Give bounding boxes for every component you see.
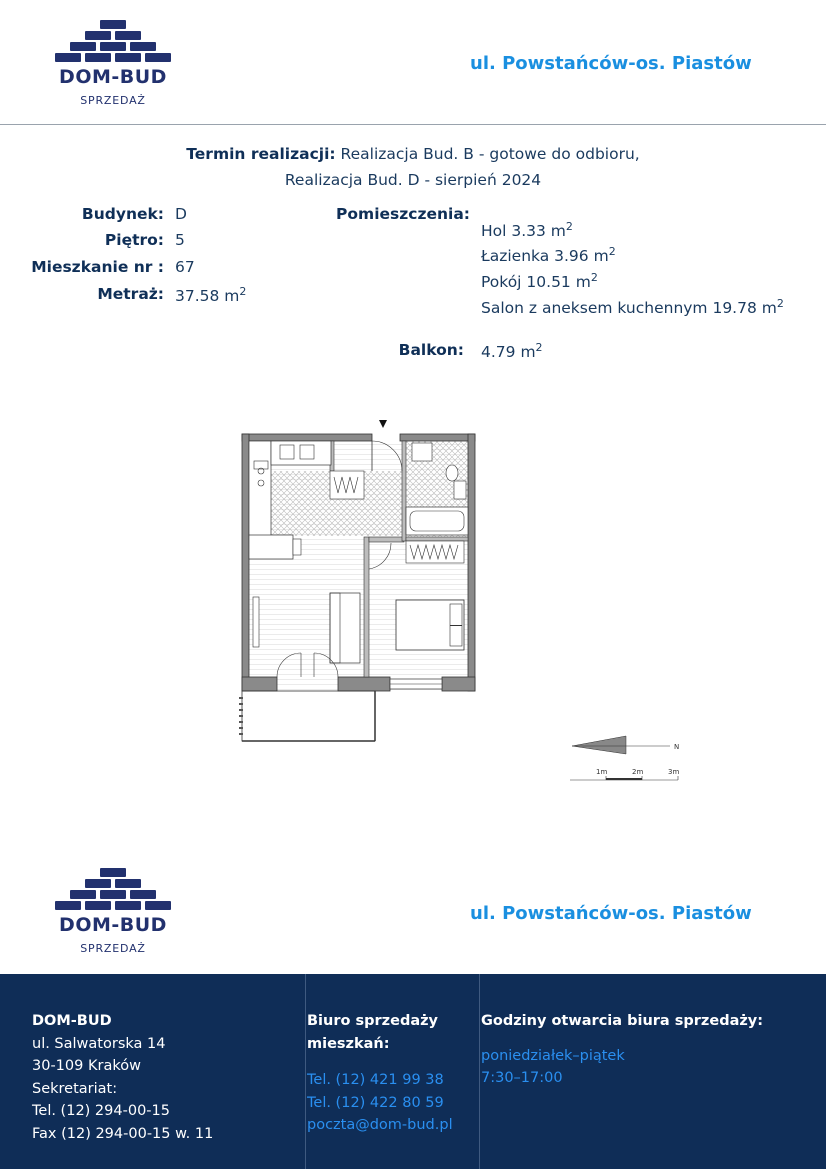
logo-subtitle: SPRZEDAŻ [80,94,146,107]
apartment-label: Mieszkanie nr : [31,258,164,276]
room-item [481,297,784,317]
sales-email-link[interactable]: poczta@dom-bud.pl [307,1117,453,1133]
room-pokoj: Pokój 10.51 m [481,273,591,291]
room-salon: Salon z aneksem kuchennym 19.78 m [481,299,777,317]
bricks-logo-icon [48,866,178,912]
room-lazienka: Łazienka 3.96 m [481,247,609,265]
logo-brand: DOM-BUD [59,66,167,88]
header-divider [0,124,826,125]
room-hol: Hol 3.33 m [481,222,566,240]
footer-sales [307,1010,453,1137]
footer [0,974,826,1169]
logo-bottom [48,866,178,955]
scale-bar [570,735,690,785]
balcony-value [481,341,543,361]
logo [48,18,178,107]
company-name: DOM-BUD [32,1013,112,1029]
room-sup: 2 [590,271,598,284]
company-street: ul. Salwatorska 14 [32,1035,166,1052]
apartment-value: 67 [175,258,195,276]
room-sup: 2 [565,220,573,233]
room-item [481,245,616,265]
sales-title-1: Biuro sprzedaży [307,1013,438,1029]
floor-value: 5 [175,231,185,249]
logo-subtitle: SPRZEDAŻ [80,942,146,955]
north-arrow-icon [572,736,626,754]
term-line2: Realizacja Bud. D - sierpień 2024 [284,171,542,189]
company-tel: Tel. (12) 294-00-15 [32,1103,170,1119]
area-value [175,285,246,305]
bricks-logo-icon [48,18,178,64]
logo-brand: DOM-BUD [59,914,167,936]
footer-separator [479,974,480,1169]
secretary-label: Sekretariat: [32,1080,118,1097]
area-number: 37.58 m [175,287,240,305]
company-fax: Fax (12) 294-00-15 w. 11 [32,1125,214,1142]
completion-term [0,141,826,193]
area-unit-sup: 2 [239,285,247,298]
sales-tel-1[interactable]: Tel. (12) 421 99 38 [307,1072,444,1088]
room-item [481,220,573,240]
balcony-sup: 2 [535,341,543,354]
hours-time: 7:30–17:00 [481,1070,563,1086]
balcony-number: 4.79 m [481,343,536,361]
rooms-label: Pomieszczenia: [336,205,470,223]
scale-label-2m: 2m [632,768,644,776]
footer-hours [481,1010,763,1090]
entrance-arrow-icon [379,420,387,428]
floor-plan [230,415,490,750]
company-city: 30-109 Kraków [32,1058,141,1074]
footer-company [32,1010,213,1145]
floor-label: Piętro: [104,231,164,249]
sales-title-2: mieszkań: [307,1035,390,1052]
footer-separator [305,974,306,1169]
building-label: Budynek: [81,205,164,223]
address-footer: ul. Powstańców-os. Piastów [470,903,752,924]
building-value: D [175,205,187,223]
room-sup: 2 [776,297,784,310]
area-label: Metraż: [97,285,164,303]
north-label: N [674,743,680,751]
term-label: Termin realizacji: [186,145,336,163]
hours-days: poniedziałek–piątek [481,1047,625,1064]
address-header: ul. Powstańców-os. Piastów [470,53,752,74]
room-item [481,271,598,291]
term-line1: Realizacja Bud. B - gotowe do odbioru, [340,145,640,163]
balcony-label: Balkon: [398,341,464,359]
scale-label-3m: 3m [668,768,680,776]
scale-label-1m: 1m [596,768,608,776]
hours-title: Godziny otwarcia biura sprzedaży: [481,1013,764,1029]
sales-tel-2[interactable]: Tel. (12) 422 80 59 [307,1094,444,1111]
room-sup: 2 [608,245,616,258]
